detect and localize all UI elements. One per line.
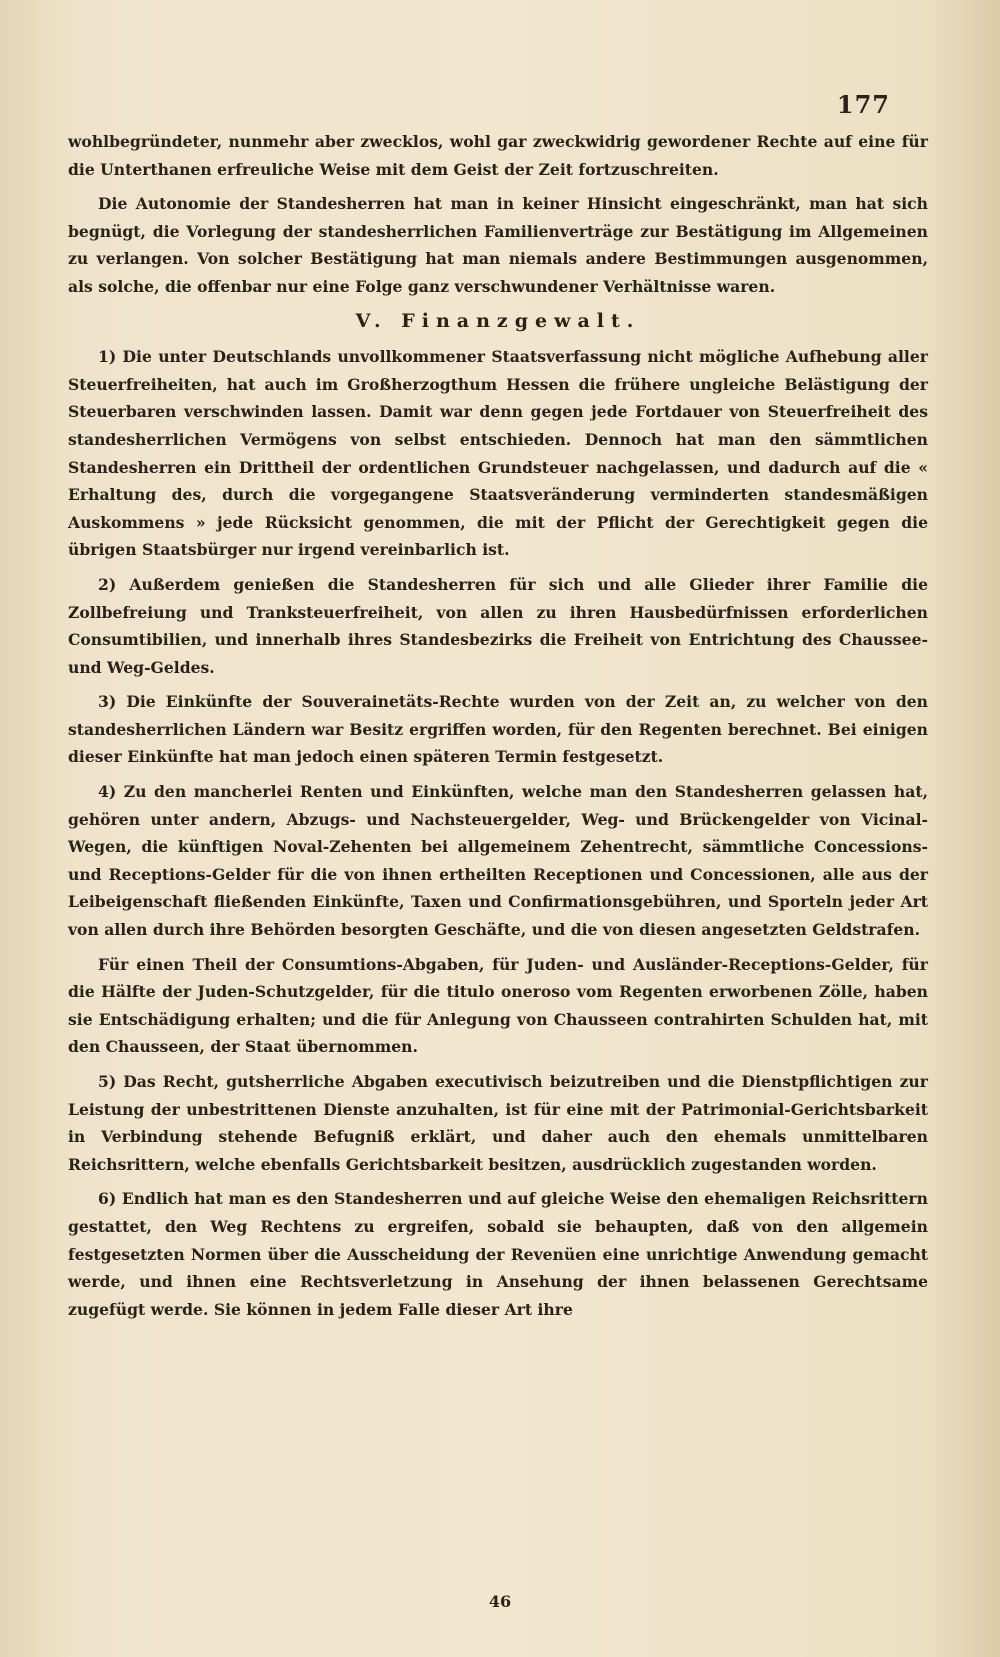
paragraph: 1) Die unter Deutschlands unvollkommener Staatsverfassung nicht mögliche Aufhebung aller Steuerfreiheiten, hat auch im Großherzogthum Hessen die frühere ungleiche Belästigung der Steuerbaren verschwinden lassen. Damit war denn gegen jede Fortdauer von Steuerfreiheit des standesherrlichen Vermögens von selbst entschieden. Dennoch hat man den sämmtlichen Standesherren ein Drittheil der ordentlichen Grundsteuer nachgelassen, und dadurch auf die « Erhaltung des, durch die vorgegangene Staatsveränderung verminderten standesmäßigen Auskommens » jede Rücksicht genommen, die mit der Pflicht der Gerechtigkeit gegen die übrigen Staatsbürger nur irgend vereinbarlich ist.	[68, 347, 928, 560]
paragraph: 5) Das Recht, gutsherrliche Abgaben executivisch beizutreiben und die Dienstpflichtigen zur Leistung der unbestrittenen Dienste anzuhalten, ist für eine mit der Patrimonial-Gerichtsbarkeit in Verbindung stehende Befugniß erklärt, und daher auch den ehemals unmittelbaren Reichsrittern, welche ebenfalls Gerichtsbarkeit besitzen, ausdrücklich zugestanden worden.	[68, 1072, 928, 1174]
paragraph: 4) Zu den mancherlei Renten und Einkünften, welche man den Standesherren gelassen hat, gehören unter andern, Abzugs- und Nachsteuergelder, Weg- und Brückengelder von Vicinal-Wegen, die künftigen Noval-Zehenten bei allgemeinem Zehentrecht, sämmtliche Concessions- und Receptions-Gelder für die von ihnen ertheilten Receptionen und Concessionen, alle aus der Leibeigenschaft fließenden Einkünfte, Taxen und Confirmationsgebühren, und Sporteln jeder Art von allen durch ihre Behörden besorgten Geschäfte, und die von diesen angesetzten Geldstrafen.	[68, 782, 928, 940]
signature-mark: 46	[488, 1592, 512, 1611]
paragraph: Die Autonomie der Standesherren hat man in keiner Hinsicht eingeschränkt, man hat sich begnügt, die Vorlegung der standesherrlichen Familienverträge zur Bestätigung im Allgemeinen zu verlangen. Von solcher Bestätigung hat man niemals andere Bestimmungen ausgenommen, als solche, die offenbar nur eine Folge ganz verschwundener Verhältnisse waren.	[68, 194, 928, 296]
paragraph: Für einen Theil der Consumtions-Abgaben, für Juden- und Ausländer-Receptions-Gelder, für die Hälfte der Juden-Schutzgelder, für die titulo oneroso vom Regenten erworbenen Zölle, haben sie Entschädigung erhalten; und die für Anlegung von Chausseen contrahirten Schulden hat, mit den Chausseen, der Staat übernommen.	[68, 954, 928, 1057]
paragraph: 3) Die Einkünfte der Souverainetäts-Rechte wurden von der Zeit an, zu welcher von den standesherrlichen Ländern war Besitz ergriffen worden, für den Regenten berechnet. Bei einigen dieser Einkünfte hat man jedoch einen späteren Termin festgesetzt.	[68, 692, 928, 767]
paragraph: 2) Außerdem genießen die Standesherren für sich und alle Glieder ihrer Familie die Zollbefreiung und Tranksteuerfreiheit, von allen zu ihren Hausbedürfnissen erforderlichen Consumtibilien, und innerhalb ihres Standesbezirks die Freiheit von Entrichtung des Chaussee- und Weg-Geldes.	[68, 574, 928, 677]
body-text	[68, 128, 928, 1330]
paragraph: wohlbegründeter, nunmehr aber zwecklos, wohl gar zweckwidrig gewordener Rechte auf eine für die Unterthanen erfreuliche Weise mit dem Geist der Zeit fortzuschreiten.	[68, 132, 928, 179]
page-number: 177	[836, 90, 890, 119]
paragraph: 6) Endlich hat man es den Standesherren und auf gleiche Weise den ehemaligen Reichsrittern gestattet, den Weg Rechtens zu ergreifen, sobald sie behaupten, daß von den allgemein festgesetzten Normen über die Ausscheidung der Revenüen eine unrichtige Anwendung gemacht werde, und ihnen eine Rechtsverletzung in Ansehung der ihnen belassenen Gerechtsame zugefügt werde. Sie können in jedem Falle dieser Art ihre	[68, 1189, 928, 1319]
section-heading: V. Finanzgewalt.	[355, 309, 641, 332]
